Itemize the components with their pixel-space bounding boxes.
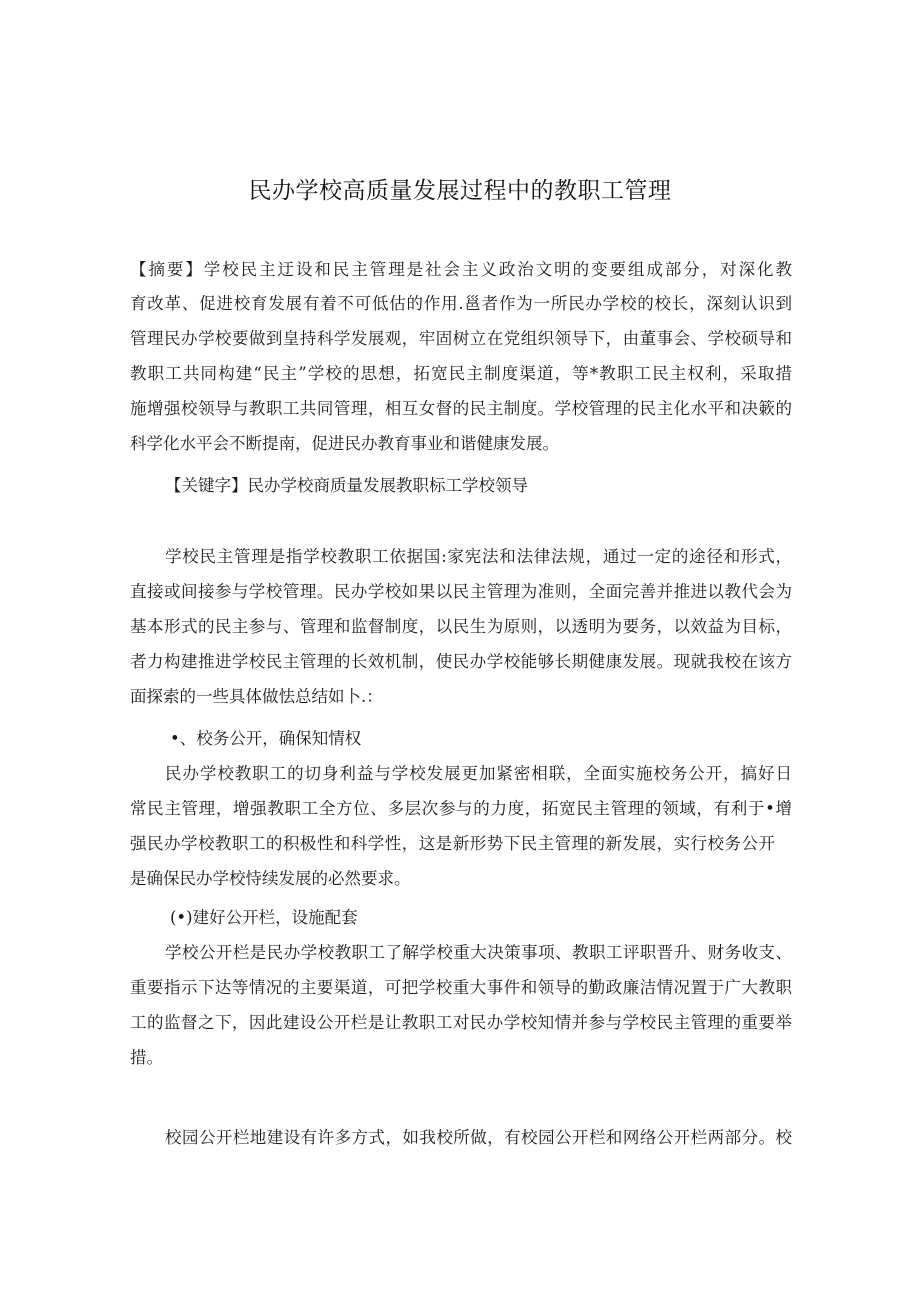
subsection-heading: (•)建好公开栏，设施配套 [170, 908, 358, 927]
abstract-line: 管理民办学校要做到皇持科学发展观，牢固树立在党组织领导下，由董事会、学校硕导和 [130, 329, 792, 348]
section-body-line: 强民办学校教职工的积极性和科学性，这是新形势下民主管理的新发展，实行校务公开 [130, 834, 775, 853]
abstract-line: 【摘要】学校民主迂设和民主管理是社会主义政治文明的变要组成部分，对深化教 [130, 260, 792, 279]
section-body-line: 民办学校教职工的切身利益与学校发展更加紧密相联，全面实施校务公开，搞好日 [165, 764, 792, 783]
section-body-line: 常民主管理，增强教职工全方位、多层次参与的力度，拓宽民主管理的领域，有利于•增 [130, 799, 792, 818]
subsection-body-line: 工的监督之下，因此建设公开栏是让教职工对民办学校知情并参与学校民主管理的重要举 [130, 1013, 792, 1032]
section-heading: •、校务公开，确保知情权 [170, 729, 362, 748]
subsection-body-line: 学校公开栏是民办学校教职工了解学校重大决策事项、教职工评职晋升、财务收支、 [165, 943, 792, 962]
document-title: 民办学校高质量发展过程中的教职工管理 [248, 178, 672, 204]
abstract-line: 施增强校领导与教职工共同管理，相互女督的民主制度。学校管理的民主化水平和决簌的 [130, 399, 792, 418]
intro-line: 直接或间接参与学校管理。民办学校如果以民主管理为准则，全面完善并推进以教代会为 [130, 582, 792, 601]
intro-line: 基本形式的民主参与、管理和监督制度，以民生为原则，以透明为要务，以效益为目标， [130, 617, 792, 636]
intro-line: 者力构建推进学校民主管理的长效机制，使民办学校能够长期健康发展。现就我校在该方 [130, 652, 792, 671]
subsection-body-line: 重要指示下达等情况的主要渠道，可把学校重大事件和领导的勤政廉洁情况置于广大教职 [130, 978, 792, 997]
abstract-line: 教职工共同构建“民主”学校的思想，拓宽民主制度渠道，等*教职工民主权利，采取措 [130, 364, 792, 383]
subsection-body-line: 措。 [130, 1048, 163, 1067]
section-body-line: 是确保民办学校恃续发展的必然要求。 [130, 869, 411, 888]
paragraph-line: 校园公开栏地建设有许多方式，如我校所做，有校园公开栏和网络公开栏两部分。校 [165, 1128, 792, 1147]
intro-line: 面探索的一些具体做怯总结如卜.： [130, 687, 383, 706]
intro-line: 学校民主管理是指学校教职工依据国:家宪法和法律法规，通过一定的途径和形式， [165, 547, 792, 566]
abstract-line: 育改革、促进校育发展有着不可低估的作用.邕者作为一所民办学校的校长，深刻认识到 [130, 294, 792, 313]
abstract-line: 科学化水平会不断提南，促进民办教育事业和谐健康发展。 [130, 434, 559, 453]
keywords-line: 【关键字】民办学校商质量发展教职标工学校领导 [165, 476, 528, 495]
